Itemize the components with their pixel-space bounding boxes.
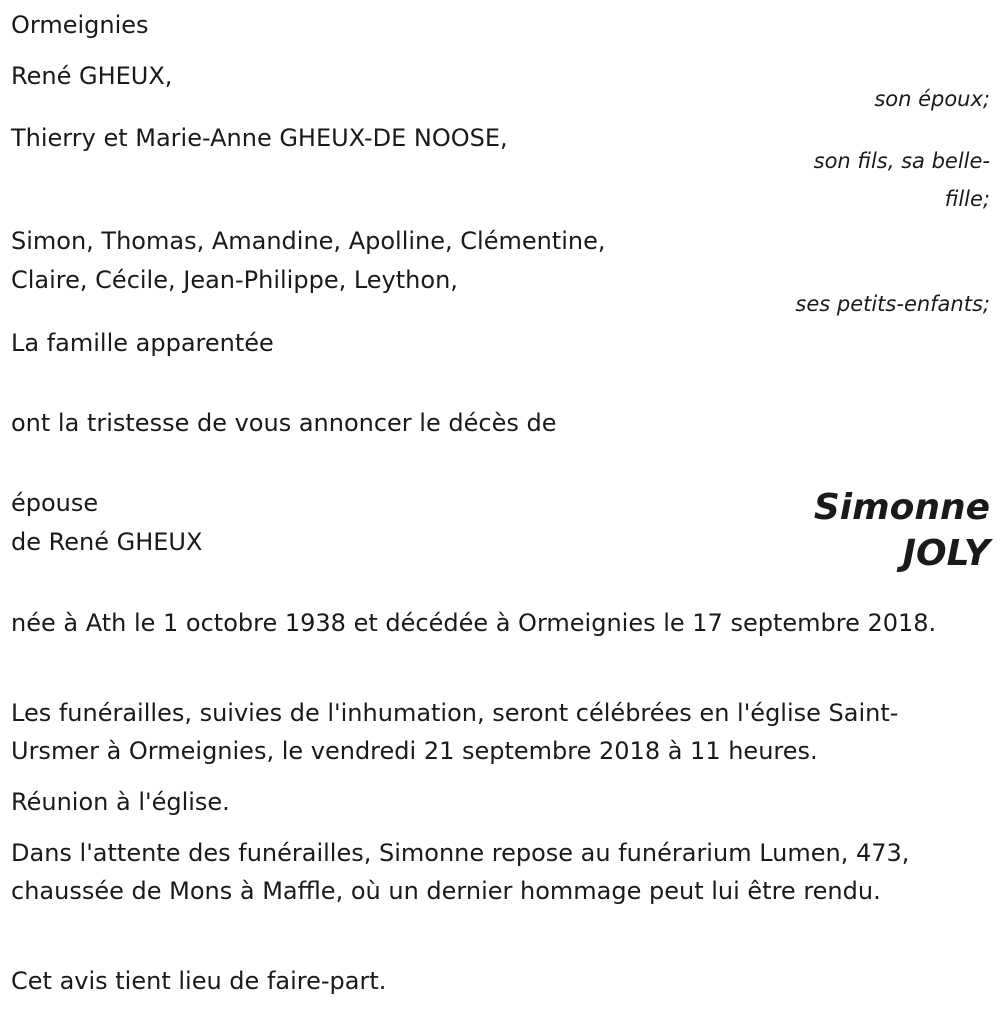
extended-family: La famille apparentée (11, 329, 274, 357)
birth-death-paragraph: née à Ath le 1 octobre 1938 et décédée à Ormeignies le 17 septembre 2018. (11, 609, 937, 637)
deceased-first-name: Simonne (813, 487, 990, 528)
family-member-relation: son époux; (874, 87, 990, 111)
notice-paragraph: Cet avis tient lieu de faire-part. (11, 967, 387, 995)
wake-paragraph: Dans l'attente des funérailles, Simonne repose au funérarium Lumen, 473, chaussée de Mons à Maffle, où un dernier hommage peut lui être rendu. (11, 839, 910, 905)
family-member-relation: son fils, sa belle-fille; (813, 149, 990, 211)
family-member-name: Simon, Thomas, Amandine, Apolline, Clémentine, (11, 227, 606, 255)
spouse-line: épouse (11, 489, 99, 517)
family-member-name: Claire, Cécile, Jean-Philippe, Leython, (11, 266, 458, 294)
family-member-name: René GHEUX, (11, 62, 173, 90)
deceased-name (814, 485, 990, 577)
announcement-text: ont la tristesse de vous annoncer le décès de (11, 409, 557, 437)
spouse-line: de René GHEUX (11, 528, 203, 556)
family-member-relation: ses petits-enfants; (795, 292, 990, 316)
location: Ormeignies (11, 11, 149, 39)
family-member-name: Thierry et Marie-Anne GHEUX-DE NOOSE, (11, 124, 508, 152)
funeral-paragraph: Les funérailles, suivies de l'inhumation, seront célébrées en l'église Saint-Ursmer à Ormeignies, le vendredi 21 septembre 2018 à 11 heures. (11, 699, 899, 765)
deceased-last-name: JOLY (902, 533, 990, 574)
meeting-paragraph: Réunion à l'église. (11, 788, 230, 816)
